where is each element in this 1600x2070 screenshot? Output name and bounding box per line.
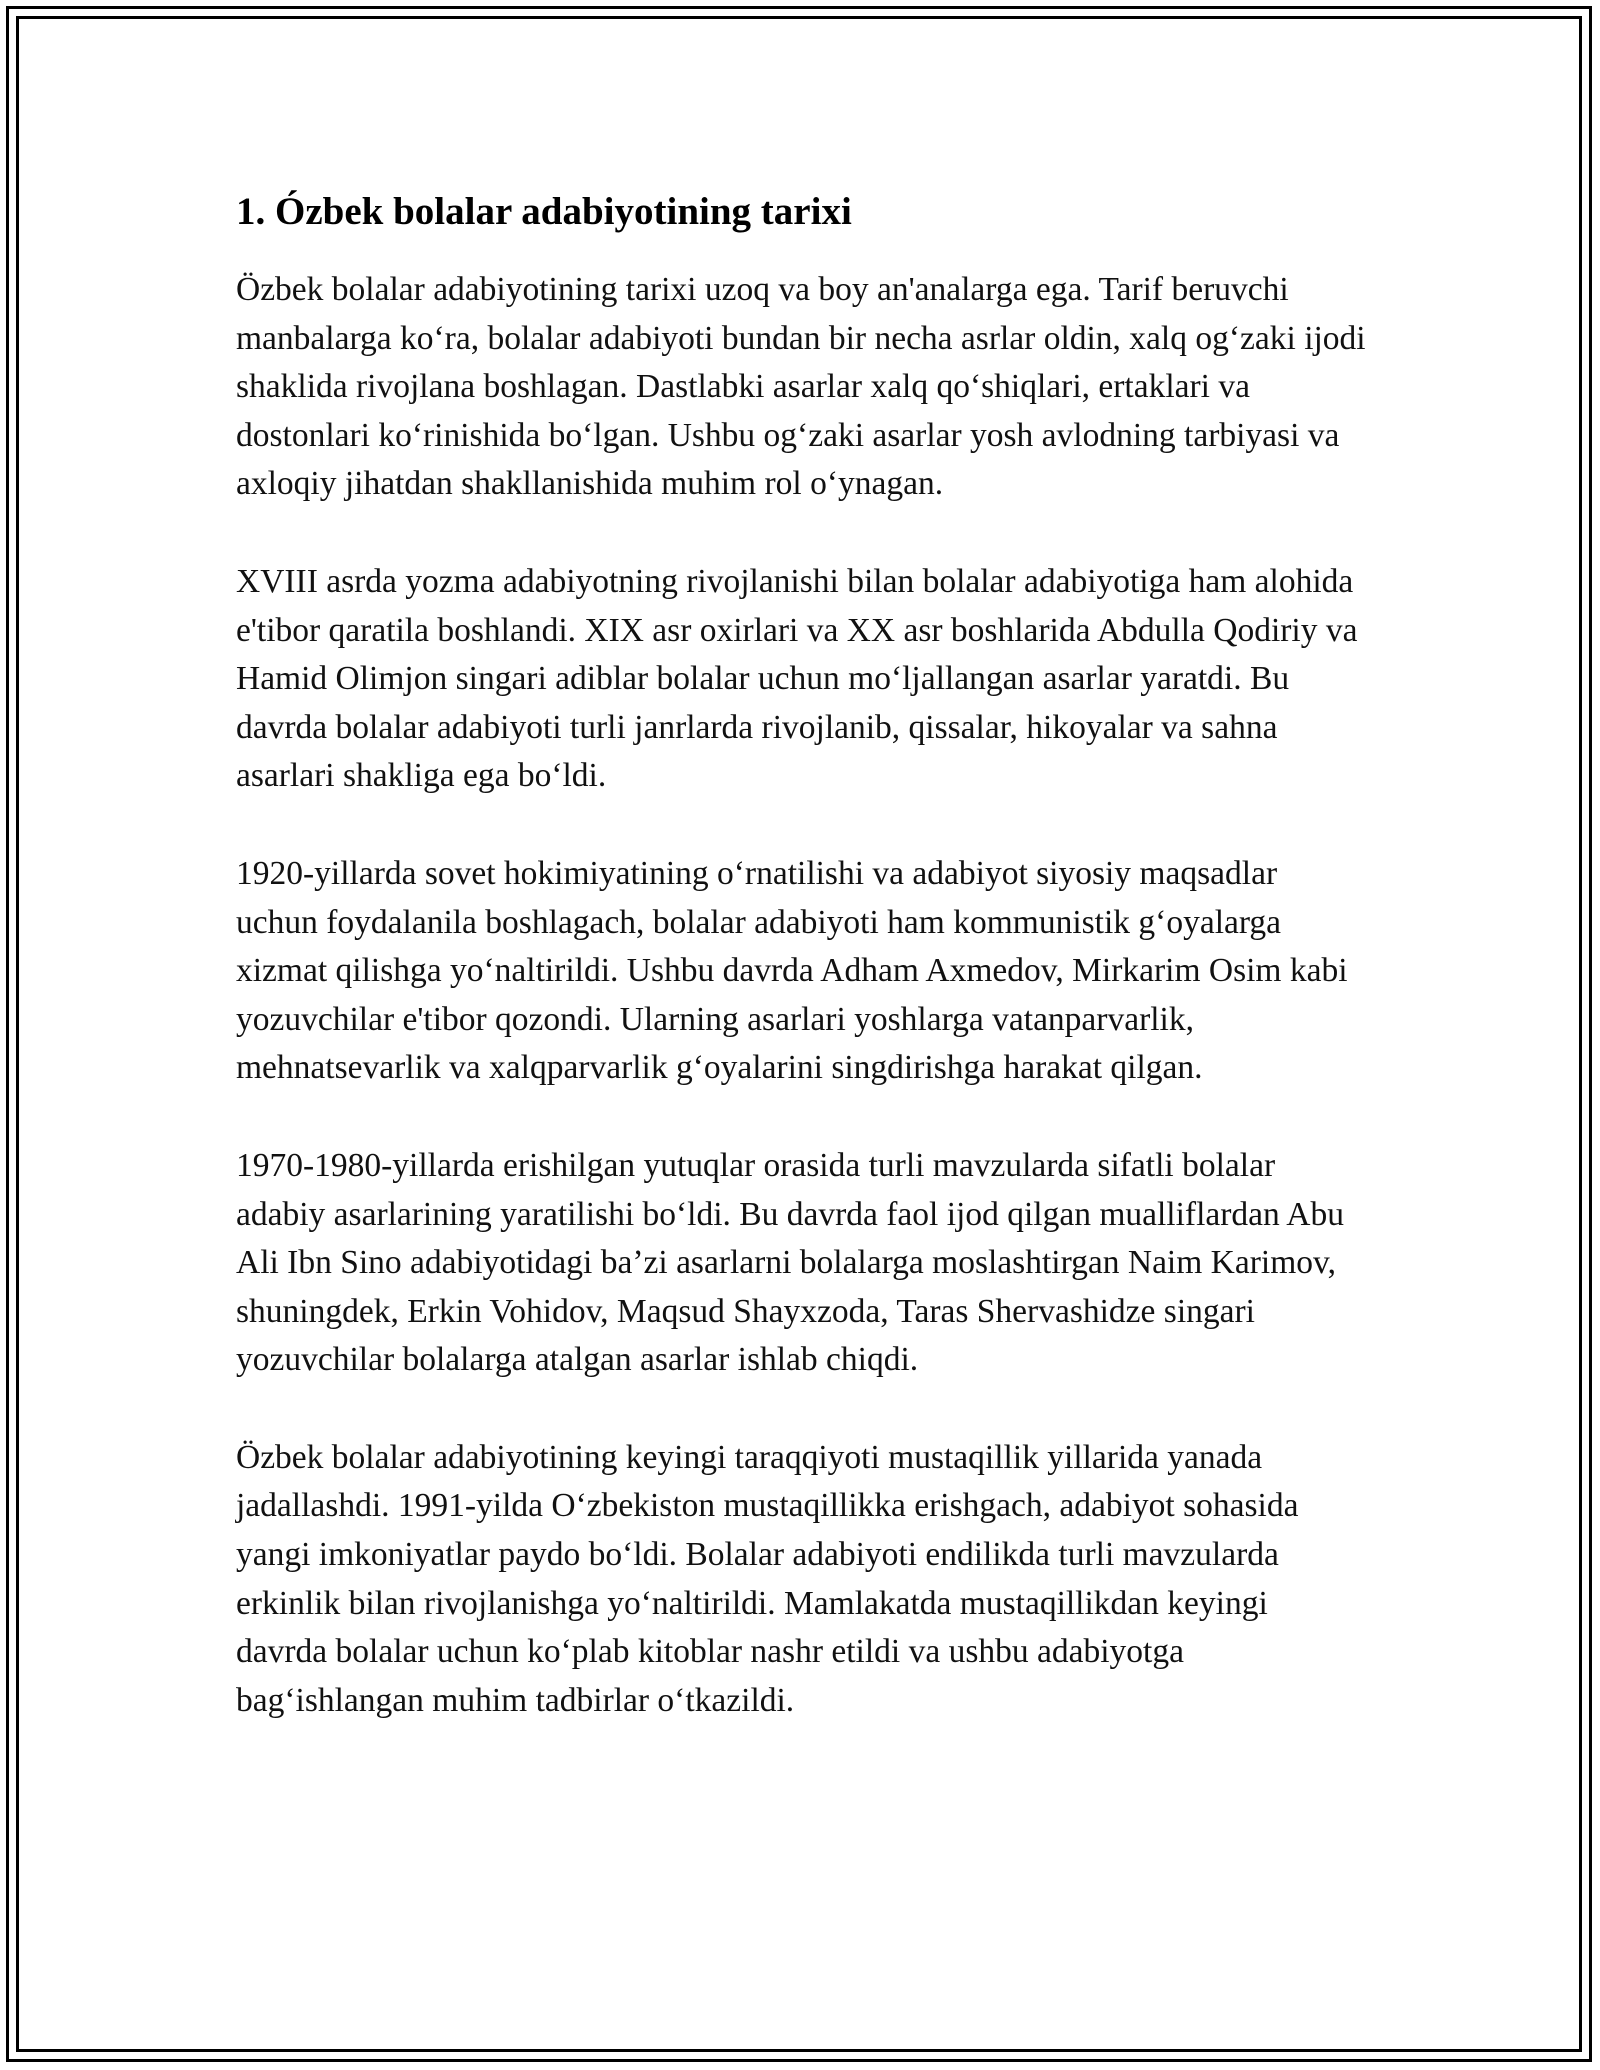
paragraph-2: XVIII asrda yozma adabiyotning rivojlanishi bilan bolalar adabiyotiga ham alohida e'tibor qaratila boshlandi. XIX asr oxirlari va XX asr boshlarida Abdulla Qodiriy va Hamid Olimjon singari adiblar bolalar uchun moʻljallangan asarlar yaratdi. Bu davrda bolalar adabiyoti turli janrlarda rivojlanib, qissalar, hikoyalar va sahna asarlari shakliga ega boʻldi. <box>236 562 1358 795</box>
document-body <box>236 184 1366 1774</box>
paragraph-3: 1920-yillarda sovet hokimiyatining oʻrnatilishi va adabiyot siyosiy maqsadlar uchun foydalanila boshlagach, bolalar adabiyoti ham kommunistik gʻoyalarga xizmat qilishga yoʻnaltirildi. Ushbu davrda Adham Axmedov, Mirkarim Osim kabi yozuvchilar e'tibor qozondi. Ularning asarlari yoshlarga vatanparvarlik, mehnatsevarlik va xalqparvarlik gʻoyalarini singdirishga harakat qilgan. <box>236 854 1348 1087</box>
paragraph-4: 1970-1980-yillarda erishilgan yutuqlar orasida turli mavzularda sifatli bolalar adabiy asarlarining yaratilishi boʻldi. Bu davrda faol ijod qilgan mualliflardan Abu Ali Ibn Sino adabiyotidagi baʼzi asarlarni bolalarga moslashtirgan Naim Karimov, shuningdek, Erkin Vohidov, Maqsud Shayxzoda, Taras Shervashidze singari yozuvchilar bolalarga atalgan asarlar ishlab chiqdi. <box>236 1146 1345 1379</box>
section-heading: 1. Ózbek bolalar adabiyotining tarixi <box>236 190 852 233</box>
paragraph-5: Özbek bolalar adabiyotining keyingi taraqqiyoti mustaqillik yillarida yanada jadallashdi. 1991-yilda Oʻzbekiston mustaqillikka erishgach, adabiyot sohasida yangi imkoniyatlar paydo boʻldi. Bolalar adabiyoti endilikda turli mavzularda erkinlik bilan rivojlanishga yoʻnaltirildi. Mamlakatda mustaqillikdan keyingi davrda bolalar uchun koʻplab kitoblar nashr etildi va ushbu adabiyotga bagʻishlangan muhim tadbirlar oʻtkazildi. <box>236 1438 1299 1719</box>
paragraph-1: Özbek bolalar adabiyotining tarixi uzoq va boy an'analarga ega. Tarif beruvchi manbalarga koʻra, bolalar adabiyoti bundan bir necha asrlar oldin, xalq ogʻzaki ijodi shaklida rivojlana boshlagan. Dastlabki asarlar xalq qoʻshiqlari, ertaklari va dostonlari koʻrinishida boʻlgan. Ushbu ogʻzaki asarlar yosh avlodning tarbiyasi va axloqiy jihatdan shakllanishida muhim rol oʻynagan. <box>236 271 1366 503</box>
